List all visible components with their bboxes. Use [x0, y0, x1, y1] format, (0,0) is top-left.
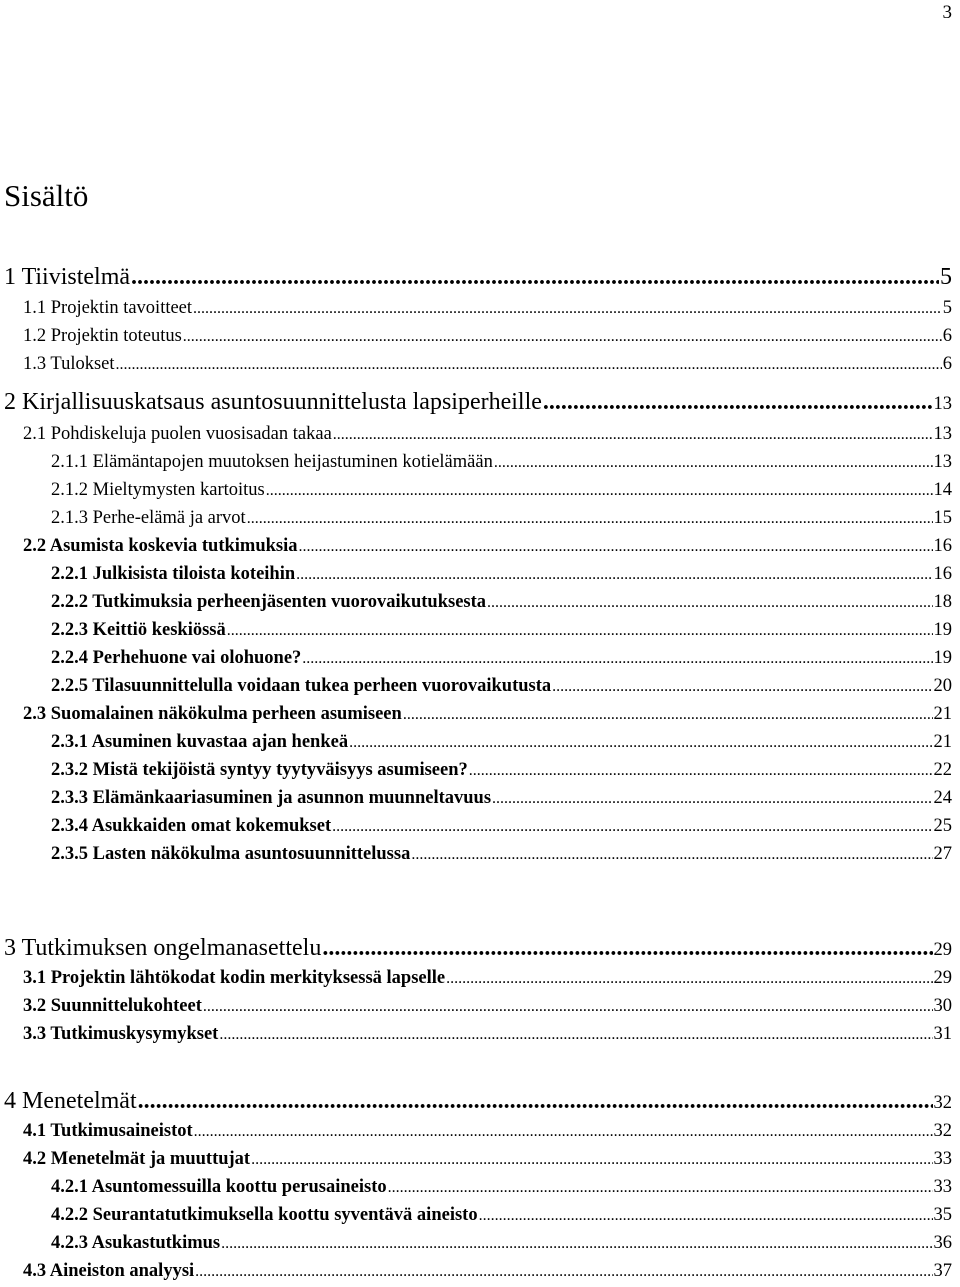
- toc-entry-page: 32: [933, 1093, 952, 1113]
- toc-entry-2-2-3[interactable]: [51, 620, 952, 641]
- toc-leader: [227, 622, 933, 640]
- toc-leader: [116, 356, 942, 374]
- toc-entry-2-1-3[interactable]: [51, 508, 952, 529]
- toc-entry-1-2[interactable]: [23, 326, 952, 347]
- toc-entry-page: 6: [942, 326, 952, 346]
- toc-entry-page: 6: [942, 354, 952, 374]
- toc-entry-label: 4.3 Aineiston analyysi: [23, 1261, 195, 1281]
- toc-leader: [446, 970, 932, 988]
- toc-leader: [183, 328, 942, 346]
- toc-entry-page: 5: [940, 264, 952, 290]
- toc-entry-page: 24: [933, 788, 952, 808]
- toc-entry-label: 3.1 Projektin lähtökodat kodin merkityksessä lapselle: [23, 968, 446, 988]
- toc-entry-page: 33: [933, 1177, 952, 1197]
- toc-entry-4-2-3[interactable]: [51, 1233, 952, 1254]
- toc-leader: [492, 790, 932, 808]
- toc-entry-page: 25: [933, 816, 952, 836]
- toc-entry-2[interactable]: [4, 389, 952, 416]
- toc-entry-page: 31: [933, 1024, 952, 1044]
- toc-leader: [479, 1207, 933, 1225]
- toc-leader: [219, 1026, 932, 1044]
- toc-entry-label: 3 Tutkimuksen ongelmanasettelu: [4, 935, 322, 961]
- toc-leader: [333, 426, 933, 444]
- toc-entry-label: 1.1 Projektin tavoitteet: [23, 298, 193, 318]
- toc-entry-page: 36: [933, 1233, 952, 1253]
- toc-entry-page: 19: [933, 648, 952, 668]
- toc-entry-page: 27: [933, 844, 952, 864]
- toc-entry-2-2-5[interactable]: [51, 676, 952, 697]
- toc-entry-page: 29: [933, 968, 952, 988]
- toc-entry-4-2-2[interactable]: [51, 1205, 952, 1226]
- toc-entry-page: 5: [942, 298, 952, 318]
- toc-leader: [266, 482, 933, 500]
- toc-leader: [203, 998, 933, 1016]
- toc-entry-2-3-5[interactable]: [51, 844, 952, 865]
- toc-entry-1-3[interactable]: [23, 354, 952, 375]
- toc-leader: [195, 1263, 932, 1281]
- toc-entry-4-3[interactable]: [23, 1261, 952, 1282]
- toc-entry-label: 2.1 Pohdiskeluja puolen vuosisadan takaa: [23, 424, 332, 444]
- page-number: 3: [942, 2, 952, 23]
- toc-entry-2-1-1[interactable]: [51, 452, 952, 473]
- toc-entry-label: 1.3 Tulokset: [23, 354, 115, 374]
- toc-entry-label: 4.2 Menetelmät ja muuttujat: [23, 1149, 251, 1169]
- toc-entry-4-2-1[interactable]: [51, 1177, 952, 1198]
- toc-entry-label: 2.2.3 Keittiö keskiössä: [51, 620, 226, 640]
- toc-entry-3-1[interactable]: [23, 968, 952, 989]
- toc-entry-label: 2.3.4 Asukkaiden omat kokemukset: [51, 816, 332, 836]
- toc-entry-label: 4.2.2 Seurantatutkimuksella koottu syventävä aineisto: [51, 1205, 478, 1225]
- toc-entry-3[interactable]: [4, 935, 952, 962]
- toc-leader: [247, 510, 933, 528]
- toc-leader: [131, 264, 939, 291]
- toc-leader: [251, 1151, 932, 1169]
- toc-entry-label: 1.2 Projektin toteutus: [23, 326, 182, 346]
- toc-leader: [388, 1179, 933, 1197]
- toc-entry-2-1[interactable]: [23, 424, 952, 445]
- toc-entry-4-1[interactable]: [23, 1121, 952, 1142]
- toc-leader: [403, 706, 933, 724]
- toc-entry-1[interactable]: [4, 264, 952, 291]
- toc-leader: [332, 818, 932, 836]
- toc-entry-2-3[interactable]: [23, 704, 952, 725]
- toc-entry-label: 4.2.1 Asuntomessuilla koottu perusaineisto: [51, 1177, 387, 1197]
- toc-entry-page: 35: [933, 1205, 952, 1225]
- toc-entry-page: 13: [933, 424, 952, 444]
- toc-entry-4-2[interactable]: [23, 1149, 952, 1170]
- toc-entry-page: 16: [933, 564, 952, 584]
- toc-entry-4[interactable]: [4, 1088, 952, 1115]
- toc-entry-label: 4.1 Tutkimusaineistot: [23, 1121, 193, 1141]
- toc-leader: [138, 1088, 933, 1115]
- toc-leader: [469, 762, 933, 780]
- toc-entry-page: 37: [933, 1261, 952, 1281]
- toc-leader: [322, 935, 932, 962]
- toc-entry-2-3-4[interactable]: [51, 816, 952, 837]
- toc-leader: [552, 678, 932, 696]
- toc-entry-label: 2.1.3 Perhe-elämä ja arvot: [51, 508, 246, 528]
- toc-leader: [349, 734, 932, 752]
- toc-leader: [194, 1123, 933, 1141]
- toc-entry-label: 4.2.3 Asukastutkimus: [51, 1233, 221, 1253]
- toc-entry-2-2-4[interactable]: [51, 648, 952, 669]
- toc-entry-label: 2.2.4 Perhehuone vai olohuone?: [51, 648, 302, 668]
- toc-entry-label: 2 Kirjallisuuskatsaus asuntosuunnittelusta lapsiperheille: [4, 389, 542, 415]
- toc-entry-2-2-2[interactable]: [51, 592, 952, 613]
- toc-entry-label: 2.3.3 Elämänkaariasuminen ja asunnon muunneltavuus: [51, 788, 492, 808]
- toc-leader: [494, 454, 933, 472]
- toc-entry-2-3-3[interactable]: [51, 788, 952, 809]
- toc-entry-2-3-1[interactable]: [51, 732, 952, 753]
- toc-leader: [487, 594, 932, 612]
- toc-entry-page: 18: [933, 592, 952, 612]
- toc-entry-label: 2.1.2 Mieltymysten kartoitus: [51, 480, 265, 500]
- toc-entry-page: 21: [933, 732, 952, 752]
- toc-entry-page: 14: [933, 480, 952, 500]
- toc-entry-page: 19: [933, 620, 952, 640]
- toc-leader: [193, 300, 942, 318]
- toc-title: Sisältö: [4, 178, 89, 213]
- toc-entry-label: 2.2.5 Tilasuunnittelulla voidaan tukea perheen vuorovaikutusta: [51, 676, 552, 696]
- toc-entry-page: 30: [933, 996, 952, 1016]
- toc-entry-page: 33: [933, 1149, 952, 1169]
- toc-entry-label: 2.3.1 Asuminen kuvastaa ajan henkeä: [51, 732, 349, 752]
- toc-entry-page: 13: [933, 452, 952, 472]
- toc-entry-page: 29: [933, 940, 952, 960]
- toc-leader: [302, 650, 932, 668]
- toc-entry-page: 20: [933, 676, 952, 696]
- toc-entry-page: 21: [933, 704, 952, 724]
- toc-entry-page: 32: [933, 1121, 952, 1141]
- toc-entry-2-1-2[interactable]: [51, 480, 952, 501]
- toc-entry-label: 2.1.1 Elämäntapojen muutoksen heijastuminen kotielämään: [51, 452, 493, 472]
- toc-entry-1-1[interactable]: [23, 298, 952, 319]
- toc-entry-2-2[interactable]: [23, 536, 952, 557]
- toc-entry-label: 2.2 Asumista koskevia tutkimuksia: [23, 536, 298, 556]
- toc-entry-2-3-2[interactable]: [51, 760, 952, 781]
- toc-leader: [298, 538, 932, 556]
- toc-entry-label: 2.2.1 Julkisista tiloista koteihin: [51, 564, 296, 584]
- toc-leader: [296, 566, 932, 584]
- toc-entry-page: 13: [933, 394, 952, 414]
- toc-entry-label: 2.3 Suomalainen näkökulma perheen asumiseen: [23, 704, 402, 724]
- toc-entry-2-2-1[interactable]: [51, 564, 952, 585]
- toc-entry-label: 2.3.2 Mistä tekijöistä syntyy tyytyväisyys asumiseen?: [51, 760, 468, 780]
- toc-leader: [543, 389, 933, 416]
- toc-entry-label: 4 Menetelmät: [4, 1088, 137, 1114]
- toc-entry-page: 15: [933, 508, 952, 528]
- toc-leader: [411, 846, 932, 864]
- toc-entry-label: 3.2 Suunnittelukohteet: [23, 996, 202, 1016]
- toc-entry-label: 2.2.2 Tutkimuksia perheenjäsenten vuorovaikutuksesta: [51, 592, 487, 612]
- toc-entry-3-3[interactable]: [23, 1024, 952, 1045]
- toc-entry-label: 2.3.5 Lasten näkökulma asuntosuunnittelussa: [51, 844, 411, 864]
- toc-leader: [221, 1235, 932, 1253]
- toc-entry-3-2[interactable]: [23, 996, 952, 1017]
- toc-entry-label: 1 Tiivistelmä: [4, 264, 131, 290]
- toc-entry-page: 22: [933, 760, 952, 780]
- toc-entry-label: 3.3 Tutkimuskysymykset: [23, 1024, 219, 1044]
- toc-entry-page: 16: [933, 536, 952, 556]
